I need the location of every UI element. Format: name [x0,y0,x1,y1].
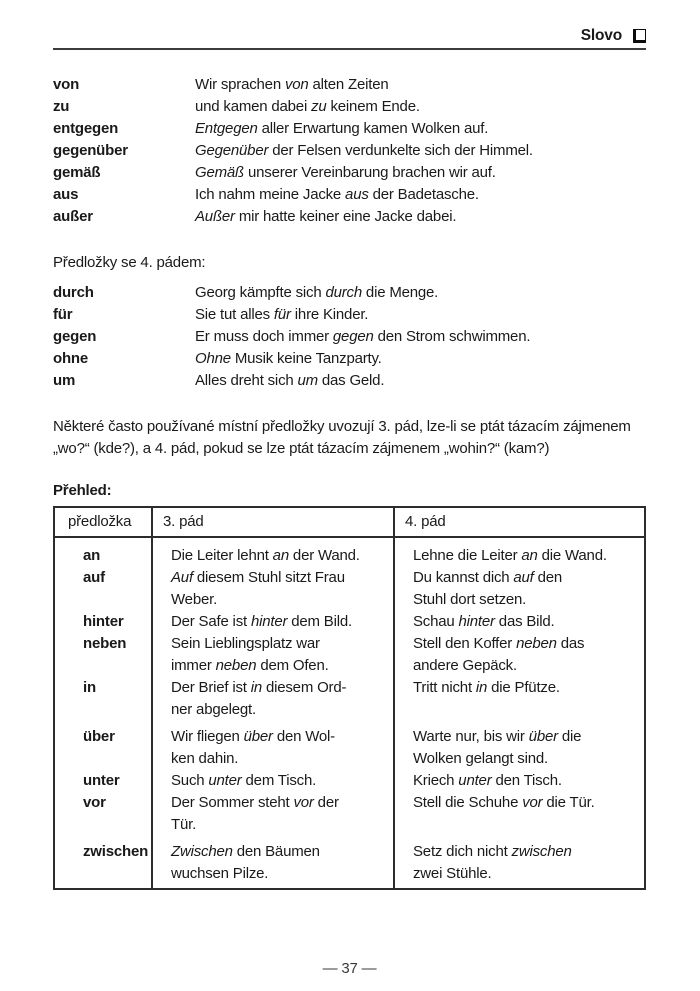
example-sentence: Er muss doch immer gegen den Strom schwimmen. [195,328,531,345]
dative-prepositions-list [53,74,646,228]
accusative-example: Stell die Schuhe vor die Tür. [413,794,595,811]
preposition-term: entgegen [53,120,119,137]
preposition-term: über [83,728,115,745]
dative-example: Der Safe ist hinter dem Bild. [171,613,352,630]
accusative-example: Schau hinter das Bild. [413,613,555,630]
dative-example: Such unter dem Tisch. [171,772,317,789]
dative-example: Wir fliegen über den Wol- ken dahin. [171,728,335,767]
definition-row [53,184,646,206]
definition-row [53,348,646,370]
preposition-term: unter [83,772,120,789]
example-sentence: Gemäß unserer Vereinbarung brachen wir auf. [195,164,496,181]
dative-example: Der Brief ist in diesem Ord- ner abgelegt. [171,679,347,718]
example-sentence: Sie tut alles für ihre Kinder. [195,306,369,323]
preposition-term: für [53,306,73,323]
table-row [55,792,644,836]
example-sentence: Georg kämpfte sich durch die Menge. [195,284,439,301]
accusative-prepositions-list [53,282,646,392]
table-column-divider [393,508,395,888]
accusative-example: Kriech unter den Tisch. [413,772,562,789]
column-header-dative: 3. pád [163,513,204,530]
preposition-term: neben [83,635,127,652]
preposition-term: an [83,547,101,564]
preposition-term: zu [53,98,70,115]
preposition-term: ohne [53,350,89,367]
definition-row [53,140,646,162]
example-sentence: Ohne Musik keine Tanzparty. [195,350,382,367]
accusative-example: Du kannst dich auf den Stuhl dort setzen. [413,569,563,608]
table-row [55,611,644,633]
example-sentence: Gegenüber der Felsen verdunkelte sich der Himmel. [195,142,533,159]
table-row [55,567,644,611]
example-sentence: Wir sprachen von alten Zeiten [195,76,389,93]
overview-heading: Přehled: [53,482,112,499]
preposition-term: um [53,372,76,389]
dative-example: Die Leiter lehnt an der Wand. [171,547,360,564]
table-row [55,841,644,885]
accusative-example: Warte nur, bis wir über die Wolken gelangt sind. [413,728,582,767]
preposition-term: gemäß [53,164,101,181]
column-header-accusative: 4. pád [405,513,446,530]
accusative-example: Lehne die Leiter an die Wand. [413,547,607,564]
definition-row [53,370,646,392]
column-header-preposition: předložka [68,513,132,530]
definition-row [53,74,646,96]
preposition-term: gegenüber [53,142,128,159]
table-row [55,633,644,677]
table-row [55,545,644,567]
preposition-term: durch [53,284,94,301]
preposition-term: zwischen [83,843,149,860]
definition-row [53,96,646,118]
preposition-term: außer [53,208,93,225]
preposition-term: aus [53,186,79,203]
table-row [55,677,644,721]
accusative-example: Setz dich nicht zwischen zwei Stühle. [413,843,572,882]
example-sentence: Alles dreht sich um das Geld. [195,372,385,389]
running-head [53,27,646,45]
preposition-term: gegen [53,328,97,345]
chapter-title: Slovo [580,27,622,44]
definition-row [53,118,646,140]
example-sentence: und kamen dabei zu keinem Ende. [195,98,420,115]
definition-row [53,326,646,348]
table-row [55,726,644,770]
table-header-row [55,508,644,538]
chapter-marker-icon [633,29,646,43]
note-paragraph: Některé často používané místní předložky uvozují 3. pád, lze-li se ptát tázacím zájmenem „wo?“ (kde?), a 4. pád, pokud se lze ptát tázacím zájmenem „wohin?“ (kam?) [53,418,631,457]
example-sentence: Außer mir hatte keiner eine Jacke dabei. [195,208,457,225]
dative-example: Zwischen den Bäumen wuchsen Pilze. [171,843,320,882]
definition-row [53,304,646,326]
preposition-term: von [53,76,80,93]
example-sentence: Ich nahm meine Jacke aus der Badetasche. [195,186,479,203]
table-body [55,538,644,888]
dative-example: Auf diesem Stuhl sitzt Frau Weber. [171,569,345,608]
accusative-example: Stell den Koffer neben das andere Gepäck. [413,635,585,674]
definition-row [53,206,646,228]
example-sentence: Entgegen aller Erwartung kamen Wolken auf. [195,120,489,137]
dative-example: Der Sommer steht vor der Tür. [171,794,339,833]
overview-table [53,506,646,890]
preposition-term: hinter [83,613,124,630]
definition-row [53,282,646,304]
dative-example: Sein Lieblingsplatz war immer neben dem Ofen. [171,635,329,674]
table-row [55,770,644,792]
table-column-divider [151,508,153,888]
definition-row [53,162,646,184]
accusative-section-heading: Předložky se 4. pádem: [53,254,206,271]
preposition-term: in [83,679,96,696]
accusative-example: Tritt nicht in die Pfütze. [413,679,560,696]
preposition-term: vor [83,794,106,811]
preposition-term: auf [83,569,105,586]
page-header [53,0,646,50]
header-rule [53,48,646,50]
page-number: — 37 — [322,960,377,977]
